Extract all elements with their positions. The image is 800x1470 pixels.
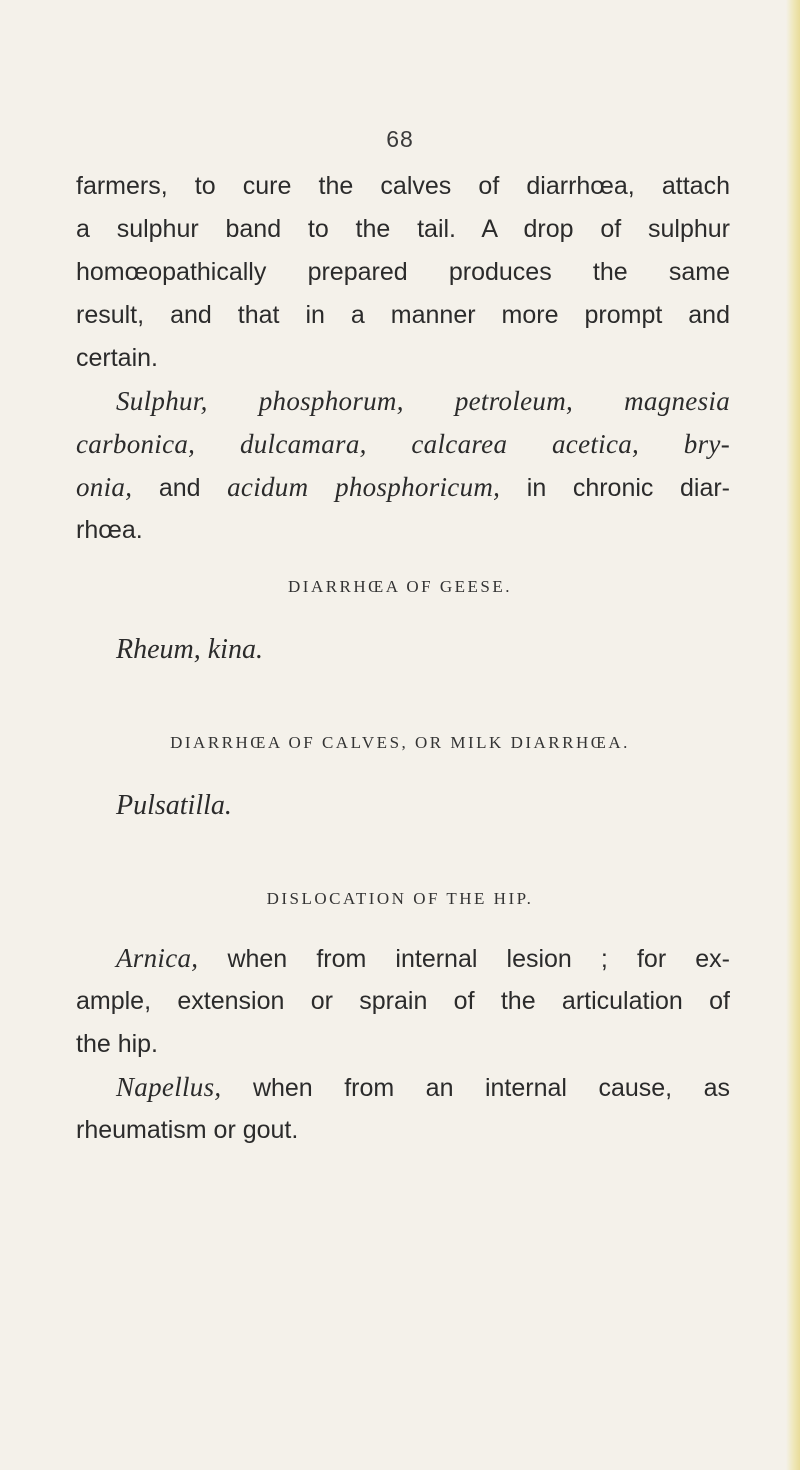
text-fragment: and <box>132 474 228 502</box>
text-line: rheumatism or gout. <box>76 1116 299 1144</box>
page-number: 68 <box>386 126 414 152</box>
text-line: homœopathically prepared produces the same <box>76 258 730 286</box>
paragraph-arnica <box>76 937 730 1066</box>
text-line: a sulphur band to the tail. A drop of sulphur <box>76 215 730 243</box>
text-line: Sulphur, phosphorum, petroleum, magnesia <box>116 386 730 416</box>
paragraph-chronic-diarrhoea <box>76 380 730 552</box>
text-line: certain. <box>76 344 158 372</box>
text-fragment: when from an internal cause, as <box>221 1074 730 1102</box>
section-heading-geese: DIARRHŒA OF GEESE. <box>288 577 512 596</box>
text-line: rhœa. <box>76 516 143 544</box>
remedy-name: Napellus, <box>116 1072 222 1102</box>
text-line <box>76 937 730 980</box>
paragraph-napellus <box>76 1066 730 1152</box>
text-line: farmers, to cure the calves of diarrhœa, attach <box>76 172 730 200</box>
remedy-calves: Pulsatilla. <box>116 790 232 821</box>
text-line: ample, extension or sprain of the articulation of <box>76 987 730 1015</box>
page-edge-discoloration <box>786 0 800 1470</box>
text-line: result, and that in a manner more prompt and <box>76 301 730 329</box>
section-heading-calves: DIARRHŒA OF CALVES, OR MILK DIARRHŒA. <box>170 733 630 752</box>
paragraph-calves-sulphur <box>76 165 730 380</box>
remedy-geese: Rheum, kina. <box>116 634 263 665</box>
text-line: the hip. <box>76 1030 159 1058</box>
remedy-name: acidum phosphoricum, <box>227 472 501 502</box>
remedy-name: Arnica, <box>116 943 199 973</box>
remedy-name: onia, <box>76 472 133 502</box>
text-fragment: when from internal lesion ; for ex- <box>198 945 730 973</box>
section-heading-hip: DISLOCATION OF THE HIP. <box>266 889 534 908</box>
text-line: carbonica, dulcamara, calcarea acetica, bry- <box>76 429 730 459</box>
text-fragment: in chronic diar- <box>500 474 731 502</box>
text-line <box>76 466 730 509</box>
text-line <box>76 1066 730 1109</box>
